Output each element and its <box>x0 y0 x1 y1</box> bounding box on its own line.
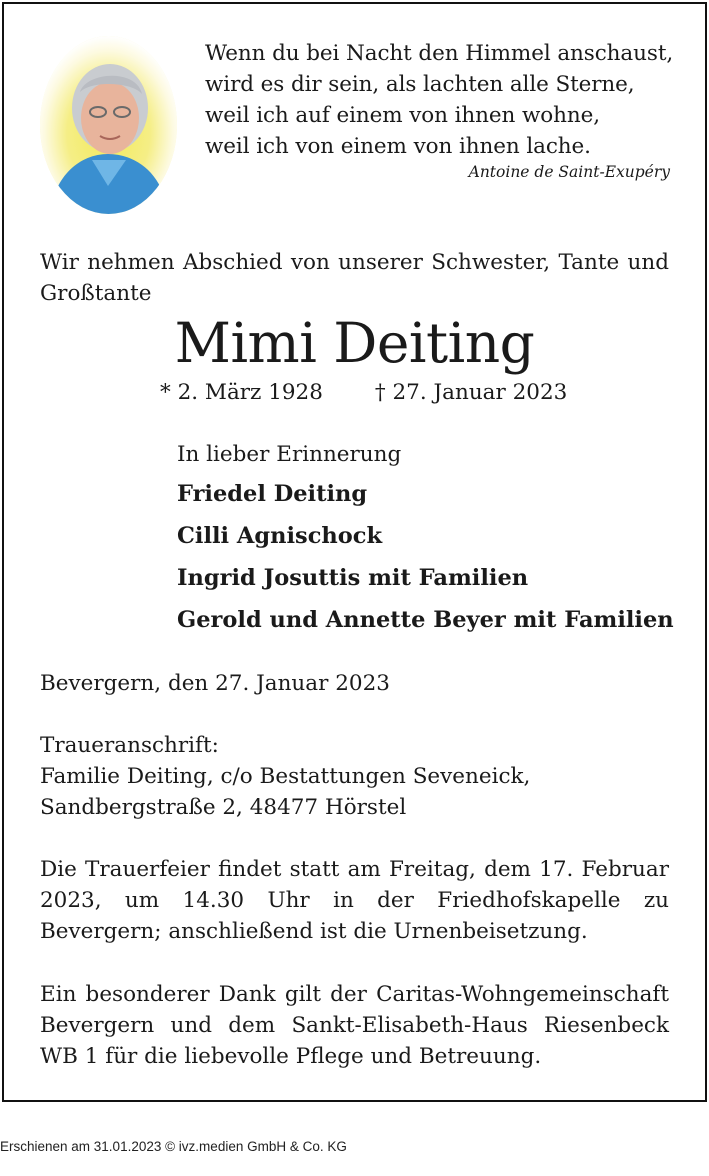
farewell-intro: Wir nehmen Abschied von unserer Schwester, Tante und Großtante <box>40 250 669 306</box>
publication-footer: Erschienen am 31.01.2023 © ivz.medien GmbH & Co. KG <box>0 1139 347 1154</box>
ceremony-notice: Die Trauerfeier findet statt am Freitag, dem 17. Februar 2023, um 14.30 Uhr in der Friedhofskapelle zu Bevergern; anschließend ist die Urnenbeisetzung. <box>40 857 669 944</box>
death-date: † 27. Januar 2023 <box>374 380 568 405</box>
deceased-name: Mimi Deiting <box>174 311 535 375</box>
portrait-photo <box>40 36 177 214</box>
mourner-name: Friedel Deiting <box>177 481 368 507</box>
poem-author: Antoine de Saint-Exupéry <box>468 163 670 181</box>
poem-block <box>205 38 674 181</box>
address-line: Sandbergstraße 2, 48477 Hörstel <box>40 795 407 820</box>
mourner-name: Ingrid Josuttis mit Familien <box>177 565 529 591</box>
portrait-image <box>40 36 177 214</box>
poem-line: weil ich von einem von ihnen lache. <box>205 134 591 159</box>
poem-line: weil ich auf einem von ihnen wohne, <box>205 103 601 128</box>
address-line: Familie Deiting, c/o Bestattungen Seveneick, <box>40 764 531 789</box>
mourners-block <box>177 439 674 636</box>
life-dates <box>160 377 567 408</box>
birth-date: * 2. März 1928 <box>160 380 323 405</box>
poem-line: Wenn du bei Nacht den Himmel anschaust, <box>205 41 674 66</box>
address-label: Traueranschrift: <box>40 733 219 758</box>
mourners-lead: In lieber Erinnerung <box>177 442 402 467</box>
mourner-name: Gerold und Annette Beyer mit Familien <box>177 607 674 633</box>
thanks-notice: Ein besonderer Dank gilt der Caritas-Wohngemeinschaft Bevergern und dem Sankt-Elisabeth-Haus Riesenbeck WB 1 für die liebevolle Pflege und Betreuung. <box>40 982 669 1069</box>
mourning-address <box>40 730 530 823</box>
poem-line: wird es dir sein, als lachten alle Sterne, <box>205 72 635 97</box>
mourner-name: Cilli Agnischock <box>177 523 383 549</box>
place-date: Bevergern, den 27. Januar 2023 <box>40 671 390 696</box>
